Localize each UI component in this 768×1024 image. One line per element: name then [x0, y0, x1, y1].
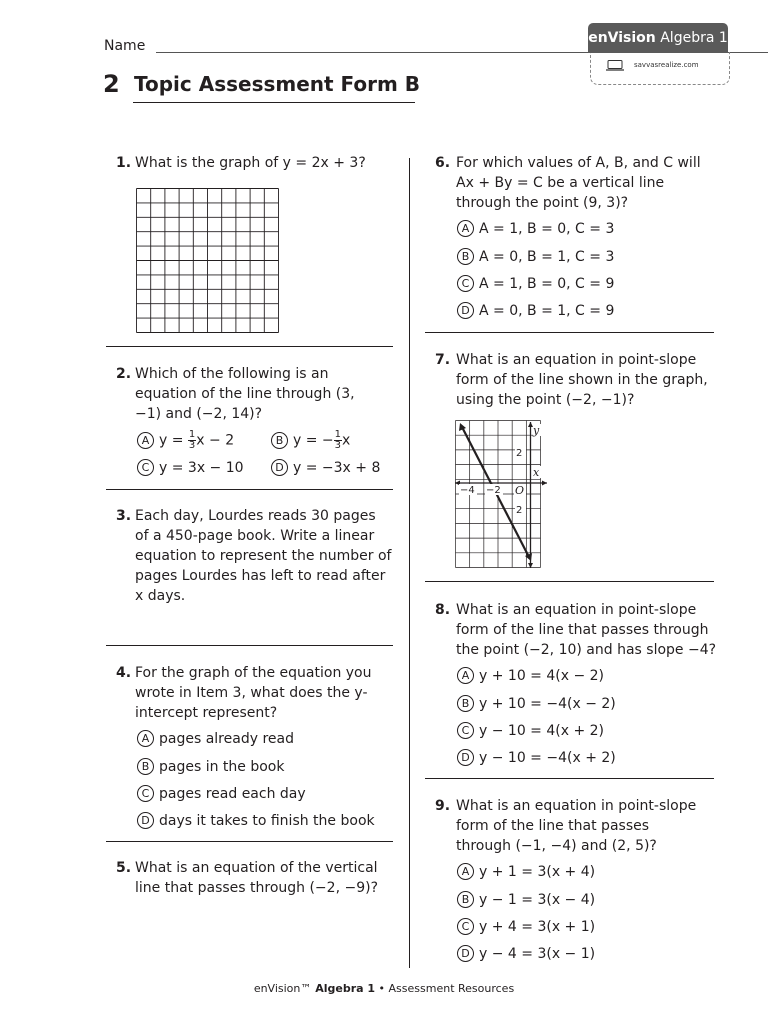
choice-a[interactable] — [457, 862, 595, 882]
choice-letter: A — [457, 220, 474, 237]
badge-url: savvasrealize.com — [634, 61, 699, 69]
choice-text: y − 10 = −4(x + 2) — [479, 750, 616, 766]
question-number: 3. — [116, 508, 132, 524]
choice-text: A = 1, B = 0, C = 3 — [479, 221, 615, 237]
choice-text: y − 4 = 3(x − 1) — [479, 946, 596, 962]
question-number: 9. — [435, 798, 451, 814]
fraction-numerator: 1 — [188, 429, 196, 440]
topic-number: 2 — [103, 70, 120, 98]
choice-letter: D — [457, 945, 474, 962]
graph-tick-x-neg4: −4 — [460, 485, 475, 496]
choice-c[interactable] — [137, 784, 306, 804]
choice-b[interactable] — [457, 247, 614, 267]
choice-letter: B — [271, 432, 288, 449]
laptop-icon — [606, 60, 624, 71]
choice-b[interactable] — [457, 890, 595, 910]
divider — [425, 332, 714, 333]
divider — [425, 581, 714, 582]
footer-brand: enVision™ — [253, 982, 312, 995]
choice-text: y + 10 = −4(x − 2) — [479, 696, 616, 712]
choice-text: y − 1 = 3(x − 4) — [479, 892, 596, 908]
question-text: What is an equation in point-slope form of the line shown in the graph, using the point (−2, −1)? — [456, 352, 708, 408]
choice-c[interactable] — [137, 458, 244, 478]
question-number: 4. — [116, 665, 132, 681]
footer-rest: • Assessment Resources — [375, 982, 515, 995]
badge-brand: enVision — [588, 30, 656, 46]
graph-y-label: y — [533, 424, 540, 437]
choice-text: x — [342, 432, 351, 449]
choice-text: y = 3x − 10 — [159, 460, 244, 476]
choice-c[interactable] — [457, 721, 604, 741]
column-divider — [409, 158, 410, 968]
choice-letter: D — [137, 812, 154, 829]
choice-c[interactable] — [457, 917, 595, 937]
choice-text: x − 2 — [196, 432, 235, 449]
question-text: For which values of A, B, and C will Ax + By = C be a vertical line through the point (9, 3)? — [456, 155, 701, 211]
choice-letter: C — [457, 275, 474, 292]
graph-tick-y-neg2: 2 — [516, 505, 523, 516]
choice-letter: D — [457, 302, 474, 319]
fraction-denominator: 3 — [334, 440, 342, 451]
divider — [106, 346, 393, 347]
graph-tick-x-neg2: −2 — [486, 485, 501, 496]
question-text: What is the graph of y = 2x + 3? — [135, 155, 366, 171]
choice-b[interactable] — [457, 694, 616, 714]
choice-a[interactable] — [137, 430, 234, 451]
line-graph — [455, 420, 547, 570]
choice-text: pages read each day — [159, 786, 306, 802]
choice-letter: D — [457, 749, 474, 766]
choice-text: A = 0, B = 1, C = 9 — [479, 303, 615, 319]
choice-text: y = — [159, 432, 188, 449]
choice-text: pages already read — [159, 731, 294, 747]
choice-text: y + 4 = 3(x + 1) — [479, 919, 596, 935]
choice-c[interactable] — [457, 274, 614, 294]
choice-b[interactable] — [137, 757, 284, 777]
question-number: 7. — [435, 352, 451, 368]
choice-d[interactable] — [457, 944, 595, 964]
fraction-denominator: 3 — [188, 440, 196, 451]
choice-letter: B — [457, 891, 474, 908]
choice-text: y = − — [293, 432, 334, 449]
choice-letter: A — [137, 730, 154, 747]
question-text: What is an equation of the vertical line that passes through (−2, −9)? — [135, 860, 378, 896]
question-number: 2. — [116, 366, 132, 382]
question-number: 8. — [435, 602, 451, 618]
choice-letter: A — [457, 667, 474, 684]
choice-letter: C — [137, 785, 154, 802]
graph-x-label: x — [533, 466, 540, 479]
divider — [106, 841, 393, 842]
choice-letter: B — [457, 695, 474, 712]
page-title: Topic Assessment Form B — [134, 72, 421, 96]
question-text: Which of the following is an equation of the line through (3, −1) and (−2, 14)? — [135, 366, 355, 422]
question-number: 1. — [116, 155, 132, 171]
brand-badge — [588, 23, 728, 53]
choice-text: days it takes to finish the book — [159, 813, 375, 829]
choice-b[interactable] — [271, 430, 350, 451]
choice-letter: B — [457, 248, 474, 265]
name-label: Name — [104, 38, 146, 54]
question-text: Each day, Lourdes reads 30 pages of a 450-page book. Write a linear equation to represent the number of pages Lourdes has left to read after x days. — [135, 508, 392, 604]
graph-origin-label: O — [515, 484, 525, 497]
choice-a[interactable] — [457, 666, 604, 686]
footer — [0, 982, 768, 995]
question-number: 5. — [116, 860, 132, 876]
choice-letter: C — [457, 918, 474, 935]
choice-letter: A — [137, 432, 154, 449]
choice-d[interactable] — [137, 811, 375, 831]
choice-d[interactable] — [457, 301, 614, 321]
choice-text: pages in the book — [159, 759, 285, 775]
choice-text: y + 1 = 3(x + 4) — [479, 864, 596, 880]
choice-letter: A — [457, 863, 474, 880]
choice-d[interactable] — [457, 748, 616, 768]
choice-text: y = −3x + 8 — [293, 460, 381, 476]
divider — [425, 778, 714, 779]
choice-text: y + 10 = 4(x − 2) — [479, 668, 605, 684]
footer-product: Algebra 1 — [311, 982, 376, 995]
choice-letter: D — [271, 459, 288, 476]
choice-letter: C — [457, 722, 474, 739]
title-rule — [133, 102, 415, 103]
badge-product: Algebra 1 — [655, 30, 728, 46]
graph-tick-y2: 2 — [516, 448, 523, 459]
choice-a[interactable] — [457, 219, 614, 239]
choice-text: y − 10 = 4(x + 2) — [479, 723, 605, 739]
question-text: What is an equation in point-slope form of the line that passes through the point (−2, 10) and has slope −4? — [456, 602, 717, 658]
divider — [106, 489, 393, 490]
choice-text: A = 1, B = 0, C = 9 — [479, 276, 615, 292]
fraction-numerator: 1 — [334, 429, 342, 440]
question-text: For the graph of the equation you wrote in Item 3, what does the y-intercept represent? — [135, 665, 372, 721]
question-number: 6. — [435, 155, 451, 171]
divider — [106, 645, 393, 646]
question-text: What is an equation in point-slope form of the line that passes through (−1, −4) and (2, 5)? — [456, 798, 697, 854]
blank-grid[interactable] — [136, 188, 279, 333]
choice-d[interactable] — [271, 458, 380, 478]
choice-text: A = 0, B = 1, C = 3 — [479, 249, 615, 265]
choice-letter: B — [137, 758, 154, 775]
fraction — [334, 430, 342, 451]
choice-letter: C — [137, 459, 154, 476]
choice-a[interactable] — [137, 729, 294, 749]
